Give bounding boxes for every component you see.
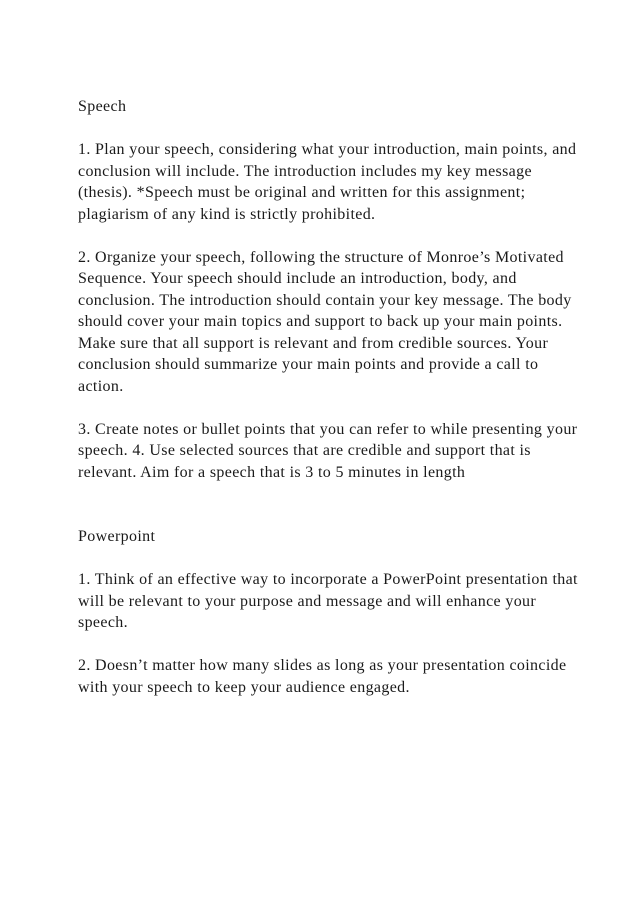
speech-item-2: 2. Organize your speech, following the structure of Monroe’s Motivated Sequence. Your speech should include an introduction, body, and conclusion. The introduction should contain your key message. The body should cover your main topics and support to back up your main points. Make sure that all support is relevant and from credible sources. Your conclusion should summarize your main points and provide a call to action.	[78, 248, 572, 395]
spacer	[78, 118, 578, 140]
powerpoint-item-1: 1. Think of an effective way to incorporate a PowerPoint presentation that will be relevant to your purpose and message and will enhance your speech.	[78, 571, 578, 631]
spacer	[78, 634, 578, 656]
spacer	[78, 483, 578, 526]
speech-heading: Speech	[78, 98, 127, 115]
speech-item-3: 3. Create notes or bullet points that you can refer to while presenting your speech. 4. Use selected sources that are credible and support that is relevant. Aim for a speech that is 3 to 5 minutes in length	[78, 420, 578, 481]
powerpoint-item-2: 2. Doesn’t matter how many slides as long as your presentation coincide with your speech to keep your audience engaged.	[78, 657, 567, 696]
spacer	[78, 225, 578, 247]
document-body	[78, 96, 578, 698]
speech-item-1: 1. Plan your speech, considering what your introduction, main points, and conclusion will include. The introduction includes my key message (thesis). *Speech must be original and written for this assignment; plagiarism of any kind is strictly prohibited.	[78, 141, 577, 223]
spacer	[78, 548, 578, 570]
spacer	[78, 397, 578, 419]
powerpoint-heading: Powerpoint	[78, 528, 156, 545]
